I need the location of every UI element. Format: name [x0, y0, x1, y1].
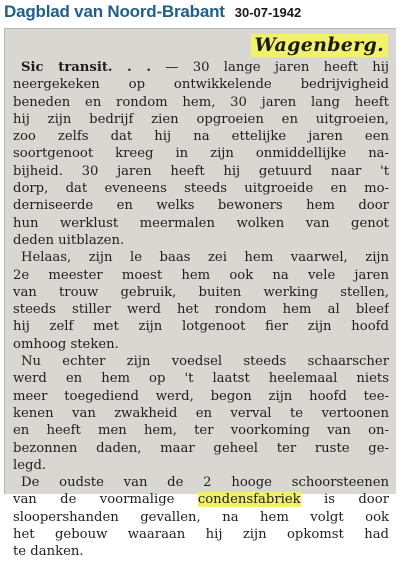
article-line — [13, 145, 389, 162]
article-line — [13, 180, 389, 197]
article-text: hij zelf met zijn lotgenoot fier zijn hoofd — [13, 319, 389, 335]
article-line — [13, 491, 389, 508]
newspaper-clipping — [4, 28, 396, 560]
article-text: beneden en rondom hem, 30 jaren lang heeft — [13, 94, 389, 110]
article-body — [13, 59, 389, 561]
article-text: en heeft men hem, ter voorkoming van on- — [13, 423, 389, 439]
article-text: omhoog steken. — [13, 336, 119, 352]
article-line — [13, 284, 389, 301]
article-line — [13, 301, 389, 318]
article-text: 2e meester moest hem ook na vele jaren — [13, 267, 389, 283]
publication-date: 30-07-1942 — [234, 5, 302, 20]
article-text: het gebouw waaraan hij zijn opkomst had — [13, 527, 389, 543]
article-line — [13, 405, 389, 422]
article-line — [13, 59, 389, 76]
article-line — [13, 76, 389, 93]
article-text: van de voormalige — [13, 492, 198, 508]
article-line — [13, 163, 389, 180]
article-line — [13, 267, 389, 284]
article-text: steeds stiller werd het rondom hem al bleef — [13, 302, 389, 318]
article-text: derniseerde en welks bewoners hem door — [13, 198, 389, 214]
headline-container — [251, 34, 388, 57]
article-line — [13, 509, 389, 526]
article-text: zoo zelfs dat hij na ettelijke jaren een — [13, 129, 389, 145]
article-line — [13, 94, 389, 111]
article-line — [13, 543, 389, 560]
article-text: Nu echter zijn voedsel steeds schaarscher — [21, 354, 389, 370]
article-text: te danken. — [13, 544, 84, 560]
article-text: meer toegediend werd, begon zijn hoofd tee- — [13, 388, 389, 404]
article-line — [13, 440, 389, 457]
article-text: werd en hem op 't laatst heelemaal niets — [13, 371, 389, 387]
article-text: hun werklust meermalen wolken van genot — [13, 215, 389, 231]
article-line — [13, 474, 389, 491]
article-text: soortgenoot kreeg in zijn onmiddellijke na- — [13, 146, 389, 162]
article-text: neergekeken op ontwikkelende bedrijvigheid — [13, 77, 389, 93]
article-line — [13, 353, 389, 370]
article-text: bijheid. 30 jaren heeft hij getuurd naar 't — [13, 163, 389, 179]
article-text: van trouw gebruik, buiten werking stellen, — [13, 284, 389, 300]
article-line — [13, 388, 389, 405]
article-line — [13, 232, 389, 249]
highlighted-word: condensfabriek — [197, 492, 301, 508]
article-line — [13, 526, 389, 543]
article-line — [13, 128, 389, 145]
article-lead: Sic transit. . . — [21, 60, 152, 75]
article-line — [13, 422, 389, 439]
article-line — [13, 111, 389, 128]
article-text: Helaas, zijn le baas zei hem vaarwel, zijn — [21, 250, 389, 266]
article-text: — 30 lange jaren heeft hij — [151, 60, 389, 75]
article-line — [13, 318, 389, 335]
article-text: is door — [300, 492, 389, 508]
article-text: legd. — [13, 457, 47, 473]
article-text: De oudste van de 2 hooge schoorsteenen — [21, 475, 389, 491]
article-text: sloopershanden gevallen, na hem volgt ook — [13, 509, 389, 525]
article-line — [13, 370, 389, 387]
article-line — [13, 215, 389, 232]
article-text: hij zijn bedrijf zien opgroeien en uitgroeien, — [13, 111, 389, 127]
publication-title: Dagblad van Noord-Brabant — [4, 2, 225, 21]
article-line — [13, 336, 389, 353]
article-headline: Wagenberg. — [251, 34, 388, 57]
article-text: dorp, dat eveneens steeds uitgroeide en mo- — [13, 181, 389, 197]
article-line — [13, 197, 389, 214]
article-line — [13, 457, 389, 474]
article-text: bezonnen daden, maar geheel ter ruste ge- — [13, 440, 389, 456]
article-text: kenen van zwakheid en verval te vertoonen — [13, 405, 389, 421]
article-line — [13, 249, 389, 266]
page-header — [4, 2, 396, 26]
article-text: deden uitblazen. — [13, 232, 125, 248]
